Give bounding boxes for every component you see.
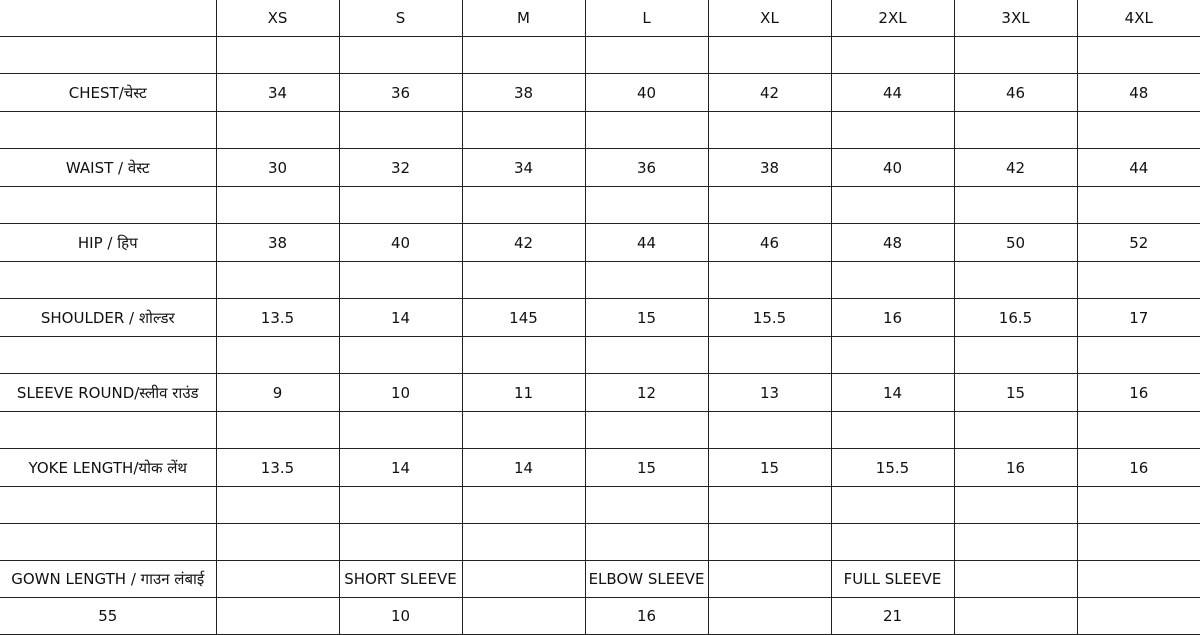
- empty-cell: [462, 262, 585, 299]
- measurement-value: 14: [831, 374, 954, 412]
- elbow-sleeve-label: ELBOW SLEEVE: [585, 561, 708, 598]
- empty-cell: [708, 37, 831, 74]
- empty-cell: [216, 262, 339, 299]
- empty-cell: [954, 598, 1077, 635]
- empty-cell: [708, 561, 831, 598]
- measurement-value: 48: [1077, 74, 1200, 112]
- measurement-value: 36: [339, 74, 462, 112]
- empty-cell: [954, 524, 1077, 561]
- empty-cell: [462, 37, 585, 74]
- empty-cell: [1077, 37, 1200, 74]
- empty-cell: [462, 561, 585, 598]
- size-header-xl: XL: [708, 0, 831, 37]
- empty-cell: [339, 112, 462, 149]
- measurement-row: [0, 374, 1200, 412]
- spacer-row: [0, 412, 1200, 449]
- measurement-value: 34: [462, 149, 585, 187]
- empty-cell: [708, 337, 831, 374]
- measurement-value: 40: [339, 224, 462, 262]
- empty-cell: [585, 337, 708, 374]
- empty-cell: [954, 412, 1077, 449]
- empty-cell: [954, 337, 1077, 374]
- empty-cell: [216, 412, 339, 449]
- measurement-value: 16: [1077, 374, 1200, 412]
- measurement-value: 16.5: [954, 299, 1077, 337]
- measurement-value: 14: [462, 449, 585, 487]
- measurement-value: 38: [216, 224, 339, 262]
- measurement-value: 16: [831, 299, 954, 337]
- empty-cell: [1077, 262, 1200, 299]
- empty-cell: [1077, 598, 1200, 635]
- empty-cell: [339, 524, 462, 561]
- empty-cell: [216, 524, 339, 561]
- measurement-row: [0, 149, 1200, 187]
- empty-cell: [216, 487, 339, 524]
- measurement-value: 38: [708, 149, 831, 187]
- gown-length-label: GOWN LENGTH / गाउन लंबाई: [0, 561, 216, 598]
- empty-cell: [831, 187, 954, 224]
- empty-cell: [0, 187, 216, 224]
- empty-cell: [1077, 524, 1200, 561]
- measurement-row: [0, 74, 1200, 112]
- empty-cell: [708, 487, 831, 524]
- measurement-label: SHOULDER / शोल्डर: [0, 299, 216, 337]
- spacer-row: [0, 187, 1200, 224]
- size-header-xs: XS: [216, 0, 339, 37]
- empty-cell: [831, 412, 954, 449]
- measurement-value: 15: [585, 299, 708, 337]
- size-header-4xl: 4XL: [1077, 0, 1200, 37]
- measurement-value: 38: [462, 74, 585, 112]
- spacer-row: [0, 524, 1200, 561]
- empty-cell: [1077, 187, 1200, 224]
- measurement-value: 13.5: [216, 299, 339, 337]
- empty-cell: [462, 337, 585, 374]
- empty-cell: [462, 524, 585, 561]
- short-sleeve-value: 10: [339, 598, 462, 635]
- empty-cell: [1077, 487, 1200, 524]
- empty-cell: [216, 37, 339, 74]
- measurement-value: 15: [585, 449, 708, 487]
- empty-cell: [954, 262, 1077, 299]
- empty-cell: [462, 598, 585, 635]
- measurement-value: 44: [585, 224, 708, 262]
- empty-cell: [831, 524, 954, 561]
- empty-cell: [585, 487, 708, 524]
- measurement-value: 46: [708, 224, 831, 262]
- empty-cell: [708, 262, 831, 299]
- measurement-value: 30: [216, 149, 339, 187]
- measurement-value: 46: [954, 74, 1077, 112]
- empty-cell: [954, 561, 1077, 598]
- empty-cell: [462, 412, 585, 449]
- header-corner-cell: [0, 0, 216, 37]
- measurement-value: 42: [954, 149, 1077, 187]
- empty-cell: [216, 598, 339, 635]
- empty-cell: [1077, 112, 1200, 149]
- empty-cell: [0, 337, 216, 374]
- measurement-value: 32: [339, 149, 462, 187]
- length-values-row: [0, 598, 1200, 635]
- short-sleeve-label: SHORT SLEEVE: [339, 561, 462, 598]
- measurement-label: SLEEVE ROUND/स्लीव राउंड: [0, 374, 216, 412]
- empty-cell: [585, 37, 708, 74]
- elbow-sleeve-value: 16: [585, 598, 708, 635]
- measurement-value: 15: [954, 374, 1077, 412]
- empty-cell: [585, 187, 708, 224]
- empty-cell: [585, 524, 708, 561]
- empty-cell: [708, 412, 831, 449]
- measurement-value: 15: [708, 449, 831, 487]
- empty-cell: [216, 187, 339, 224]
- empty-cell: [339, 337, 462, 374]
- measurement-value: 40: [585, 74, 708, 112]
- empty-cell: [585, 412, 708, 449]
- empty-cell: [831, 262, 954, 299]
- size-header-l: L: [585, 0, 708, 37]
- empty-cell: [585, 262, 708, 299]
- measurement-value: 40: [831, 149, 954, 187]
- spacer-row: [0, 262, 1200, 299]
- measurement-label: YOKE LENGTH/योक लेंथ: [0, 449, 216, 487]
- empty-cell: [216, 337, 339, 374]
- empty-cell: [708, 524, 831, 561]
- measurement-value: 15.5: [831, 449, 954, 487]
- measurement-value: 15.5: [708, 299, 831, 337]
- size-header-s: S: [339, 0, 462, 37]
- spacer-row: [0, 487, 1200, 524]
- measurement-value: 44: [831, 74, 954, 112]
- size-header-2xl: 2XL: [831, 0, 954, 37]
- empty-cell: [708, 598, 831, 635]
- measurement-value: 10: [339, 374, 462, 412]
- empty-cell: [0, 524, 216, 561]
- measurement-value: 13.5: [216, 449, 339, 487]
- empty-cell: [462, 487, 585, 524]
- measurement-value: 14: [339, 449, 462, 487]
- measurement-value: 16: [1077, 449, 1200, 487]
- empty-cell: [216, 112, 339, 149]
- spacer-row: [0, 112, 1200, 149]
- spacer-row: [0, 37, 1200, 74]
- empty-cell: [0, 487, 216, 524]
- empty-cell: [954, 112, 1077, 149]
- empty-cell: [339, 37, 462, 74]
- empty-cell: [708, 112, 831, 149]
- measurement-row: [0, 224, 1200, 262]
- measurement-value: 13: [708, 374, 831, 412]
- measurement-label: WAIST / वेस्ट: [0, 149, 216, 187]
- measurement-value: 34: [216, 74, 339, 112]
- empty-cell: [831, 487, 954, 524]
- header-row: [0, 0, 1200, 37]
- size-header-m: M: [462, 0, 585, 37]
- empty-cell: [0, 412, 216, 449]
- measurement-row: [0, 299, 1200, 337]
- empty-cell: [1077, 561, 1200, 598]
- empty-cell: [0, 112, 216, 149]
- empty-cell: [339, 262, 462, 299]
- empty-cell: [585, 112, 708, 149]
- full-sleeve-value: 21: [831, 598, 954, 635]
- measurement-value: 44: [1077, 149, 1200, 187]
- empty-cell: [339, 487, 462, 524]
- measurement-value: 12: [585, 374, 708, 412]
- measurement-value: 14: [339, 299, 462, 337]
- size-header-3xl: 3XL: [954, 0, 1077, 37]
- measurement-value: 16: [954, 449, 1077, 487]
- spacer-row: [0, 337, 1200, 374]
- measurement-value: 17: [1077, 299, 1200, 337]
- measurement-value: 145: [462, 299, 585, 337]
- empty-cell: [954, 187, 1077, 224]
- empty-cell: [708, 187, 831, 224]
- measurement-value: 11: [462, 374, 585, 412]
- empty-cell: [954, 37, 1077, 74]
- gown-length-value: 55: [0, 598, 216, 635]
- empty-cell: [216, 561, 339, 598]
- empty-cell: [831, 337, 954, 374]
- measurement-value: 36: [585, 149, 708, 187]
- length-labels-row: [0, 561, 1200, 598]
- empty-cell: [954, 487, 1077, 524]
- empty-cell: [831, 37, 954, 74]
- measurement-value: 48: [831, 224, 954, 262]
- empty-cell: [0, 37, 216, 74]
- empty-cell: [1077, 337, 1200, 374]
- measurement-value: 42: [708, 74, 831, 112]
- empty-cell: [462, 112, 585, 149]
- measurement-value: 52: [1077, 224, 1200, 262]
- empty-cell: [462, 187, 585, 224]
- empty-cell: [339, 412, 462, 449]
- measurement-row: [0, 449, 1200, 487]
- empty-cell: [339, 187, 462, 224]
- empty-cell: [0, 262, 216, 299]
- empty-cell: [1077, 412, 1200, 449]
- measurement-label: CHEST/चेस्ट: [0, 74, 216, 112]
- measurement-value: 42: [462, 224, 585, 262]
- measurement-value: 50: [954, 224, 1077, 262]
- measurement-label: HIP / हिप: [0, 224, 216, 262]
- measurement-value: 9: [216, 374, 339, 412]
- empty-cell: [831, 112, 954, 149]
- full-sleeve-label: FULL SLEEVE: [831, 561, 954, 598]
